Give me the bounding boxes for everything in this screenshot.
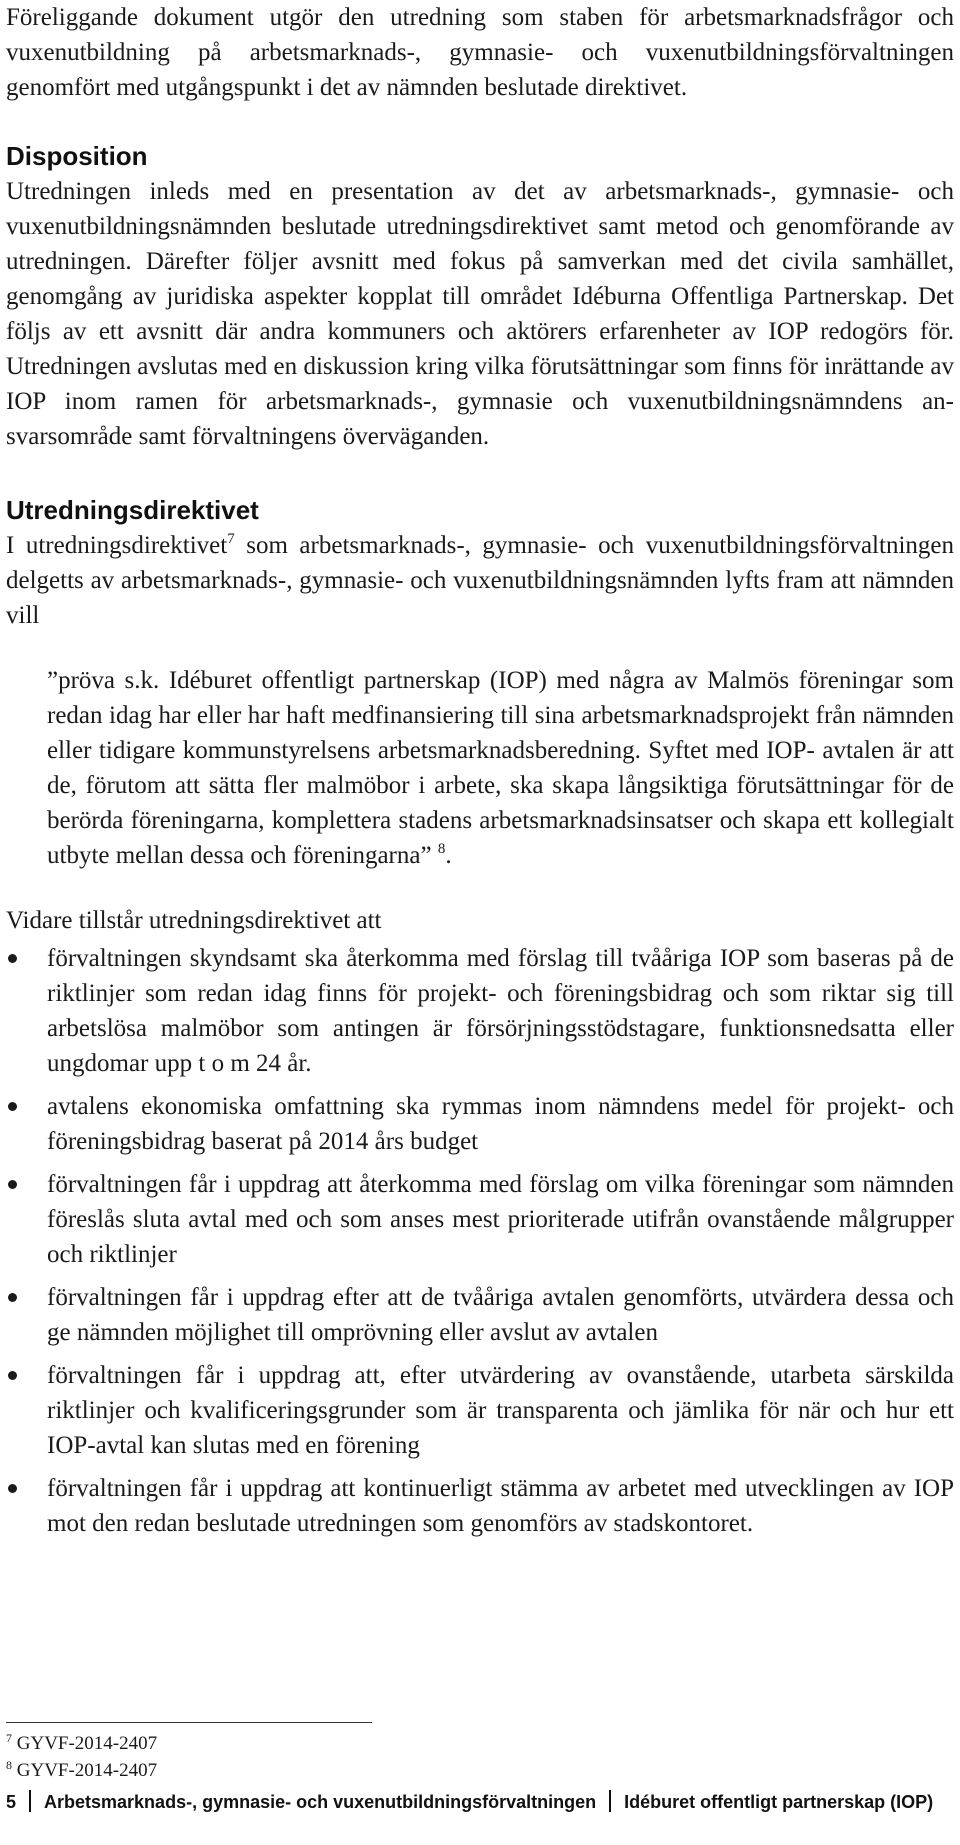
footnote-7 [6, 1730, 157, 1757]
list-item [6, 1167, 954, 1272]
footnote-text: GYVF-2014-2407 [12, 1733, 158, 1754]
footnote-ref-7[interactable]: 7 [227, 531, 235, 547]
directive-quote [47, 663, 954, 873]
quote-end: . [445, 842, 452, 869]
footer-title: Idéburet offentligt partnerskap (IOP) [624, 1792, 934, 1812]
list-item [6, 1089, 954, 1159]
disposition-heading: Disposition [6, 141, 148, 171]
footnote-number: 7 [6, 1731, 12, 1745]
footer-separator [609, 1790, 611, 1812]
directive-bullet-list [6, 941, 954, 1541]
bullet-icon [8, 1293, 17, 1302]
list-item [6, 1471, 954, 1541]
list-item [6, 941, 954, 1081]
intro-paragraph: Föreliggande dokument utgör den utredning som staben för arbetsmarknadsfrågor och vuxenutbildning på arbetsmarknads-, gymnasie- och vuxenutbildningsförvaltningen genomfört med utgångspunkt i det av nämnden beslutade direktivet. [6, 4, 954, 101]
footnote-8 [6, 1757, 157, 1784]
bullet-icon [8, 1484, 17, 1493]
footnote-ref-8[interactable]: 8 [437, 841, 446, 857]
bullet-icon [8, 1102, 17, 1111]
direktiv-text-end: som arbetsmarknads-, gymnasie- och vuxenutbildningsförvaltningen delgetts av arbetsmarknads-, gymnasie- och vuxenutbildningsnämnden lyfts fram att nämnden vill [6, 532, 954, 629]
footnotes [6, 1730, 157, 1784]
list-item-text: förvaltningen får i uppdrag att kontinuerligt stämma av arbetet med utvecklingen av IOP mot den redan beslutade utredningen som genomförs av stadskontoret. [47, 1475, 954, 1537]
footnote-text: GYVF-2014-2407 [12, 1760, 158, 1781]
page-footer [6, 1790, 954, 1815]
list-item-text: förvaltningen får i uppdrag att återkomma med förslag om vilka föreningar som nämnden föreslås sluta avtal med och som anses mest prioriterade utifrån ovanstående målgrupper och riktlinjer [47, 1171, 954, 1268]
list-item-text: förvaltningen skyndsamt ska återkomma med förslag till tvååriga IOP som baseras på de riktlinjer som redan idag finns för projekt- och föreningsbidrag och som riktar sig till arbetslösa malmöbor som antingen är försörjningsstödstagare, funktionsnedsatta eller ungdomar upp t o m 24 år. [47, 945, 954, 1077]
footnote-divider [6, 1722, 372, 1723]
list-item [6, 1358, 954, 1463]
footnote-number: 8 [6, 1758, 12, 1772]
direktiv-text-start: I utredningsdirektivet [6, 532, 228, 559]
bullet-icon [8, 1371, 17, 1380]
list-item-text: förvaltningen får i uppdrag efter att de tvååriga avtalen genomförts, utvärdera dessa och ge nämnden möjlighet till omprövning eller avslut av avtalen [47, 1284, 954, 1346]
list-item-text: förvaltningen får i uppdrag att, efter utvärdering av ovanstående, utarbeta särskilda riktlinjer och kvalificeringsgrunder som är transparenta och jämlika för när och hur ett IOP-avtal kan slutas med en förening [47, 1362, 954, 1459]
footer-department: Arbetsmarknads-, gymnasie- och vuxenutbildningsförvaltningen [44, 1792, 597, 1812]
bullet-icon [8, 954, 17, 963]
list-item [6, 1280, 954, 1350]
vidare-paragraph: Vidare tillstår utredningsdirektivet att [6, 907, 382, 934]
bullet-icon [8, 1180, 17, 1189]
document-page [6, 0, 954, 1541]
page-number: 5 [6, 1792, 17, 1812]
disposition-paragraph: Utredningen inleds med en presentation av det av arbetsmarknads-, gymnasie- och vuxenutbildningsnämnden beslutade utredningsdirektivet samt metod och genomförande av utredningen. Därefter följer avsnitt med fokus på samverkan med det civila samhället, genomgång av juridiska aspekter kopplat till området Idéburna Offentliga Partnerskap. Det följs av ett avsnitt där andra kommuners och aktörers erfarenheter av IOP redogörs för. Utredningen avslutas med en diskussion kring vilka förutsättningar som finns för inrättande av IOP inom ramen för arbetsmarknads-, gymnasie och vuxenutbildningsnämndens ansvarsområde samt förvaltningens överväganden. [6, 178, 954, 450]
quote-text: ”pröva s.k. Idéburet offentligt partnerskap (IOP) med några av Malmös föreningar som redan idag har eller har haft medfinansiering till sina arbetsmarknadsprojekt från nämnden eller tidigare kommunstyrelsens arbetsmarknadsberedning. Syftet med IOP- avtalen är att de, förutom att sätta fler malmöbor i arbete, ska skapa långsiktiga förutsättningar för de berörda föreningarna, komplettera stadens arbetsmarknadsinsatser och skapa ett kollegialt utbyte mellan dessa och föreningarna” [47, 667, 954, 869]
direktiv-paragraph [6, 528, 954, 633]
footer-separator [29, 1790, 31, 1812]
utredningsdirektivet-heading: Utredningsdirektivet [6, 495, 259, 525]
list-item-text: avtalens ekonomiska omfattning ska rymmas inom nämndens medel för projekt- och föreningsbidrag baserat på 2014 års budget [47, 1093, 954, 1155]
